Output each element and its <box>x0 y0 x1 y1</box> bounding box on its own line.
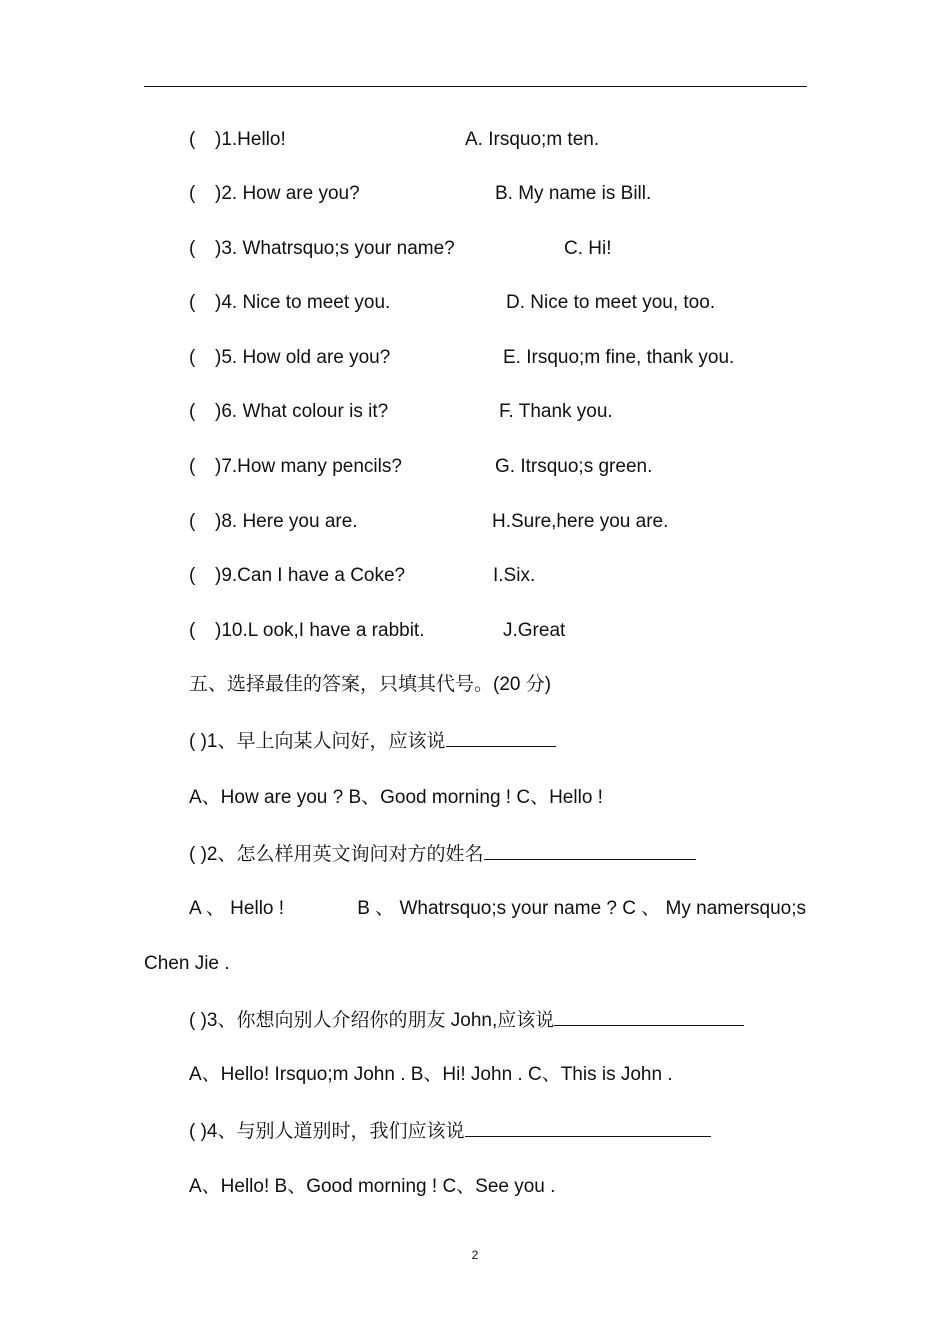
question-text: )1.Hello! <box>215 129 286 150</box>
section-heading: 五、选择最佳的答案，只填其代号。(20 分) <box>189 674 552 695</box>
question-text: )9.Can I have a Coke? <box>215 565 406 586</box>
answer-option: J.Great <box>503 620 566 641</box>
answer-paren[interactable]: ( <box>189 401 196 422</box>
question-1-text: ( )1、早上向某人问好，应该说 <box>189 731 446 752</box>
question-4 <box>189 1118 711 1144</box>
question-2 <box>189 841 696 867</box>
question-text: )7.How many pencils? <box>215 456 402 477</box>
question-text: )6. What colour is it? <box>215 401 389 422</box>
option-b-c: B 、 Whatrsquo;s your name ? C 、 My namersquo;s <box>357 898 806 919</box>
question-text: )10.L ook,I have a rabbit. <box>215 620 425 641</box>
answer-option: C. Hi! <box>564 238 612 259</box>
question-2-text: ( )2、怎么样用英文询问对方的姓名 <box>189 844 484 865</box>
question-1 <box>189 728 556 754</box>
question-3-text: ( )3、你想向别人介绍你的朋友 John,应该说 <box>189 1010 555 1031</box>
header-rule <box>144 86 807 87</box>
answer-option: G. Itrsquo;s green. <box>495 456 653 477</box>
answer-paren[interactable]: ( <box>189 183 196 204</box>
question-3-options: A、Hello! Irsquo;m John . B、Hi! John . C、This is John . <box>189 1064 673 1085</box>
option-a: A 、 Hello ! <box>189 898 285 919</box>
answer-option: I.Six. <box>493 565 536 586</box>
answer-paren[interactable]: ( <box>189 620 196 641</box>
answer-option: D. Nice to meet you, too. <box>506 292 716 313</box>
question-text: )3. Whatrsquo;s your name? <box>215 238 455 259</box>
question-2-options-continued: Chen Jie . <box>144 953 230 974</box>
page-number: 2 <box>471 1248 479 1262</box>
answer-paren[interactable]: ( <box>189 347 196 368</box>
answer-option: B. My name is Bill. <box>495 183 652 204</box>
answer-blank[interactable] <box>484 841 696 860</box>
answer-blank[interactable] <box>446 728 556 747</box>
answer-paren[interactable]: ( <box>189 456 196 477</box>
answer-paren[interactable]: ( <box>189 292 196 313</box>
answer-paren[interactable]: ( <box>189 238 196 259</box>
question-4-options: A、Hello! B、Good morning ! C、See you . <box>189 1176 556 1197</box>
question-2-options <box>189 897 806 921</box>
question-1-options: A、How are you ? B、Good morning ! C、Hello ! <box>189 787 603 808</box>
answer-blank[interactable] <box>554 1007 744 1026</box>
question-text: )8. Here you are. <box>215 511 358 532</box>
answer-paren[interactable]: ( <box>189 511 196 532</box>
answer-option: F. Thank you. <box>499 401 613 422</box>
answer-blank[interactable] <box>465 1118 711 1137</box>
question-text: )2. How are you? <box>215 183 360 204</box>
answer-paren[interactable]: ( <box>189 129 196 150</box>
answer-option: H.Sure,here you are. <box>492 511 669 532</box>
question-3 <box>189 1007 744 1033</box>
answer-option: E. Irsquo;m fine, thank you. <box>503 347 735 368</box>
question-text: )5. How old are you? <box>215 347 391 368</box>
question-text: )4. Nice to meet you. <box>215 292 391 313</box>
question-4-text: ( )4、与别人道别时，我们应该说 <box>189 1121 465 1142</box>
answer-option: A. Irsquo;m ten. <box>465 129 600 150</box>
answer-paren[interactable]: ( <box>189 565 196 586</box>
